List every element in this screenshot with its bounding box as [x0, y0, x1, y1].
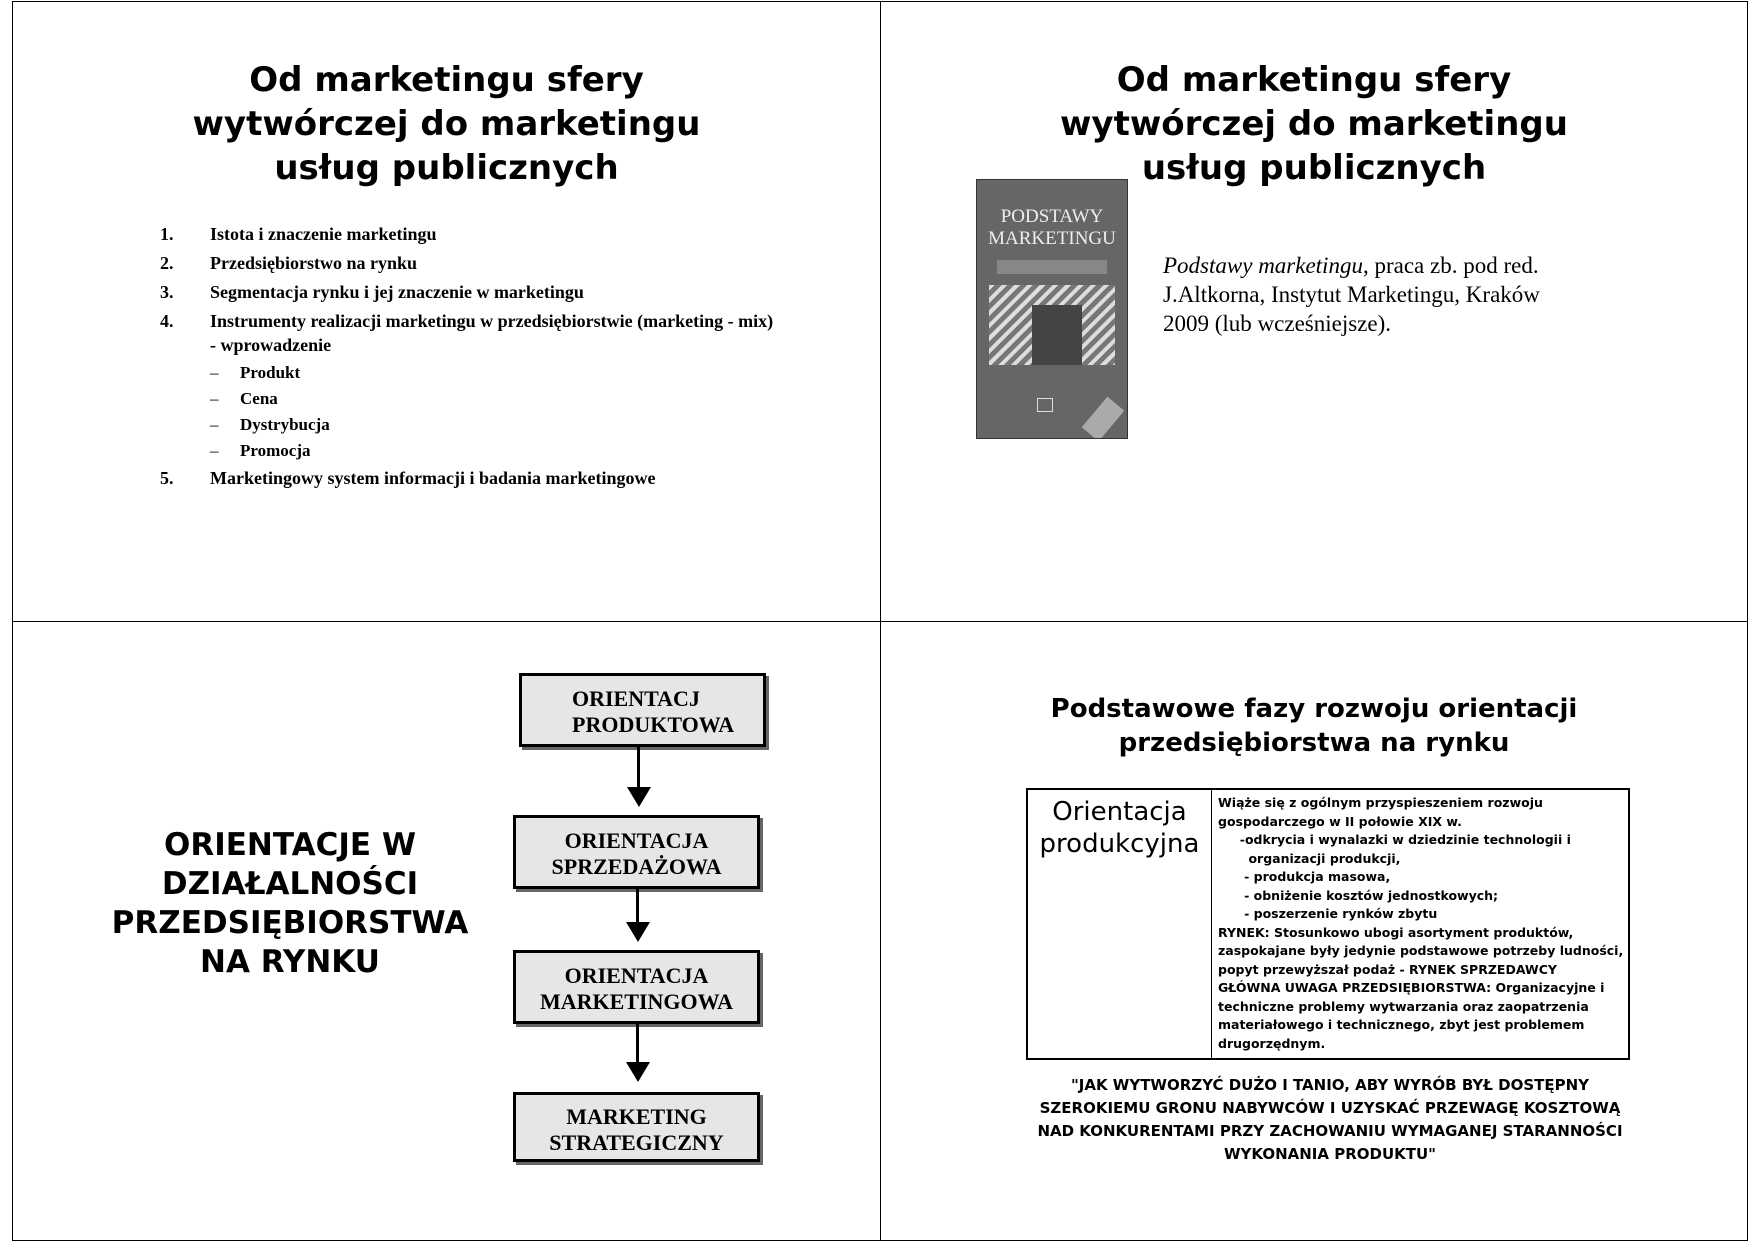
publisher-logo-icon: [1037, 398, 1053, 412]
title-line: przedsiębiorstwa na rynku: [1118, 728, 1510, 758]
dash-bullet: –: [210, 415, 219, 434]
arrow-down-icon: [626, 1062, 650, 1082]
phase-desc-line: gospodarczego w II połowie XIX w.: [1218, 813, 1462, 829]
phase-desc-line: - poszerzenie rynków zbytu: [1218, 906, 1438, 921]
sub-list-text: Cena: [240, 389, 278, 408]
flow-box-marketing: [513, 950, 760, 1024]
list-number: 5.: [160, 468, 174, 488]
arrow-down-icon: [626, 922, 650, 942]
reference-details: , praca zb. pod red. J.Altkorna, Instytut Marketingu, Kraków 2009 (lub wcześniejsze).: [1163, 253, 1540, 336]
title-line: NA RYNKU: [200, 944, 380, 980]
quote-line: NAD KONKURENTAMI PRZY ZACHOWANIU WYMAGANEJ STARANNOŚCI: [1037, 1122, 1623, 1140]
list-item: [160, 280, 780, 304]
list-text: Istota i znaczenie marketingu: [210, 224, 437, 244]
flow-box-line: ORIENTACJ: [572, 686, 700, 711]
phase-label-cell: [1028, 790, 1212, 1058]
flow-box-line: ORIENTACJA: [564, 828, 709, 853]
list-number: 3.: [160, 282, 174, 302]
title-line: ORIENTACJE W: [163, 827, 417, 863]
dash-bullet: –: [210, 363, 219, 382]
sub-list-item: [160, 414, 780, 436]
title-line: DZIAŁALNOŚCI: [161, 866, 419, 902]
flow-box-sales: [513, 815, 760, 889]
flow-box-line: MARKETING: [566, 1104, 707, 1129]
list-number: 2.: [160, 253, 174, 273]
book-cover-image: [976, 179, 1128, 439]
sub-list-text: Promocja: [240, 441, 311, 460]
list-text: Przedsiębiorstwo na rynku: [210, 253, 417, 273]
flow-box-strategic: [513, 1092, 760, 1162]
flow-arrow-line: [636, 1024, 639, 1062]
phase-desc-line: drugorzędnym.: [1218, 1035, 1326, 1051]
book-title-line: MARKETINGU: [988, 228, 1116, 249]
dash-bullet: –: [210, 389, 219, 408]
slide-1-title: [12, 58, 881, 190]
sub-list-item: [160, 362, 780, 384]
sub-list-text: Produkt: [240, 363, 301, 382]
phase-desc-line: popyt przewyższał podaż - RYNEK SPRZEDAWCY: [1218, 961, 1557, 977]
flow-box-line: PRODUKTOWA: [572, 712, 735, 737]
list-number: 1.: [160, 224, 174, 244]
title-line: PRZEDSIĘBIORSTWA: [111, 905, 469, 941]
quote-line: WYKONANIA PRODUKTU": [1223, 1145, 1436, 1163]
phase-desc-line: RYNEK: Stosunkowo ubogi asortyment produktów,: [1218, 924, 1574, 940]
book-cover-title: [977, 206, 1127, 250]
list-item: [160, 222, 780, 246]
book-badge: [1082, 397, 1125, 439]
phase-desc-line: organizacji produkcji,: [1218, 850, 1401, 866]
title-line: Od marketingu sfery: [1116, 60, 1512, 100]
phase-description-cell: [1218, 794, 1624, 1053]
reference-title: Podstawy marketingu: [1163, 253, 1363, 278]
book-subtitle-block: [997, 260, 1107, 274]
slide-4-title: [880, 692, 1748, 760]
phase-desc-line: Wiąże się z ogólnym przyspieszeniem rozwoju: [1218, 795, 1543, 810]
list-item: [160, 466, 780, 490]
phase-desc-line: techniczne problemy wytwarzania oraz zaopatrzenia: [1218, 998, 1589, 1014]
table-of-contents: [160, 222, 780, 495]
flow-arrow-line: [637, 747, 640, 787]
flow-box-line: SPRZEDAŻOWA: [551, 854, 722, 879]
title-line: usług publicznych: [1141, 148, 1487, 188]
list-text: Segmentacja rynku i jej znaczenie w marketingu: [210, 282, 584, 302]
phase-desc-line: - produkcja masowa,: [1218, 869, 1391, 884]
phase-desc-line: zaspokajane były jedynie podstawowe potrzeby ludności,: [1218, 943, 1624, 958]
quote-line: "JAK WYTWORZYĆ DUŻO I TANIO, ABY WYRÓB BYŁ DOSTĘPNY: [1070, 1076, 1590, 1094]
list-text: Marketingowy system informacji i badania marketingowe: [210, 468, 656, 488]
quote-line: SZEROKIEMU GRONU NABYWCÓW I UZYSKAĆ PRZEWAGĘ KOSZTOWĄ: [1039, 1099, 1621, 1117]
phase-label-line: Orientacja: [1052, 797, 1187, 827]
list-item: [160, 309, 780, 357]
flow-box-product: [519, 673, 766, 747]
phase-desc-line: GŁÓWNA UWAGA PRZEDSIĘBIORSTWA: Organizacyjne i: [1218, 980, 1605, 995]
title-line: Od marketingu sfery: [249, 60, 644, 100]
dash-bullet: –: [210, 441, 219, 460]
flow-box-line: MARKETINGOWA: [539, 989, 734, 1014]
list-number: 4.: [160, 311, 174, 331]
title-line: wytwórczej do marketingu: [192, 104, 701, 144]
book-cover-shade: [1032, 305, 1082, 365]
phase-desc-line: materiałowego i technicznego, zbyt jest problemem: [1218, 1017, 1585, 1032]
flow-box-line: STRATEGICZNY: [549, 1130, 724, 1155]
title-line: Podstawowe fazy rozwoju orientacji: [1050, 694, 1578, 724]
book-title-line: PODSTAWY: [1000, 206, 1104, 227]
sub-list-item: [160, 440, 780, 462]
book-reference: [1163, 251, 1583, 338]
flow-arrow-line: [636, 889, 639, 922]
list-text: Instrumenty realizacji marketingu w przedsiębiorstwie (marketing - mix) - wprowadzenie: [210, 311, 774, 355]
phase-label-line: produkcyjna: [1039, 829, 1200, 859]
slogan-quote: [1030, 1074, 1630, 1166]
phase-desc-line: - obniżenie kosztów jednostkowych;: [1218, 887, 1499, 903]
list-item: [160, 251, 780, 275]
flow-box-line: ORIENTACJA: [564, 963, 709, 988]
title-line: usług publicznych: [274, 148, 619, 188]
phase-desc-line: -odkrycia i wynalazki w dziedzinie technologii i: [1218, 832, 1571, 847]
slide-2-title: [880, 58, 1748, 190]
phase-table: [1026, 788, 1630, 1060]
slide-3-title: [100, 826, 480, 982]
sub-list-text: Dystrybucja: [240, 415, 330, 434]
sub-list-item: [160, 388, 780, 410]
arrow-down-icon: [627, 787, 651, 807]
title-line: wytwórczej do marketingu: [1060, 104, 1568, 144]
